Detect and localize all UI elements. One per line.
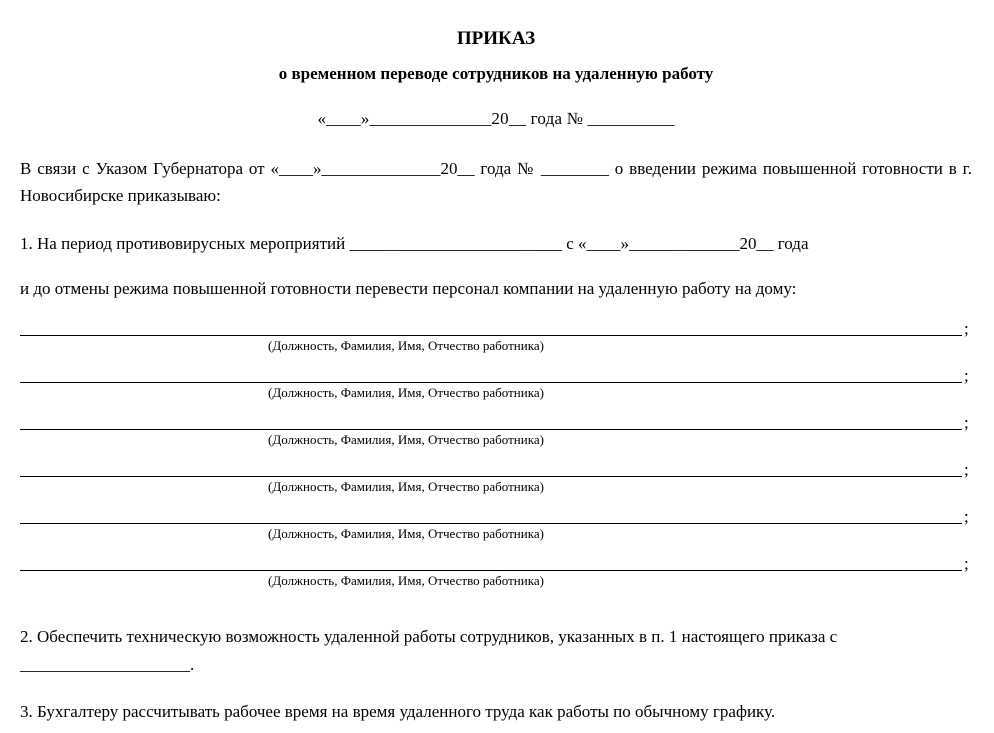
blank-underline bbox=[20, 503, 962, 524]
employee-entry bbox=[20, 316, 972, 353]
employee-fill-line bbox=[20, 410, 972, 430]
employee-fill-line bbox=[20, 504, 972, 524]
document-subtitle: о временном переводе сотрудников на удаленную работу bbox=[278, 64, 714, 83]
employee-entry bbox=[20, 457, 972, 494]
item-3-paragraph: 3. Бухгалтеру рассчитывать рабочее время на время удаленного труда как работы по обычному графику. bbox=[20, 702, 776, 721]
date-number-blank-line: «____»______________20__ года № __________ bbox=[317, 109, 675, 128]
line-terminator: ; bbox=[964, 507, 969, 526]
entry-caption: (Должность, Фамилия, Имя, Отчество работника) bbox=[268, 432, 544, 447]
line-terminator: ; bbox=[964, 319, 969, 338]
blank-underline bbox=[20, 315, 962, 336]
entry-caption: (Должность, Фамилия, Имя, Отчество работника) bbox=[268, 479, 544, 494]
employee-fill-line bbox=[20, 363, 972, 383]
item-2-paragraph: 2. Обеспечить техническую возможность удаленной работы сотрудников, указанных в п. 1 настоящего приказа с ____________________. bbox=[20, 627, 838, 674]
line-terminator: ; bbox=[964, 460, 969, 479]
blank-underline bbox=[20, 362, 962, 383]
employee-entry bbox=[20, 551, 972, 588]
blank-underline bbox=[20, 456, 962, 477]
blank-underline bbox=[20, 409, 962, 430]
entry-caption: (Должность, Фамилия, Имя, Отчество работника) bbox=[268, 573, 544, 588]
employee-entry bbox=[20, 363, 972, 400]
employee-fill-line bbox=[20, 457, 972, 477]
employee-entry bbox=[20, 504, 972, 541]
entry-caption: (Должность, Фамилия, Имя, Отчество работника) bbox=[268, 526, 544, 541]
employee-fill-line bbox=[20, 316, 972, 336]
blank-underline bbox=[20, 550, 962, 571]
entry-caption: (Должность, Фамилия, Имя, Отчество работника) bbox=[268, 338, 544, 353]
employee-entry bbox=[20, 410, 972, 447]
employee-fill-line bbox=[20, 551, 972, 571]
employee-entries bbox=[20, 316, 972, 588]
intro-paragraph: В связи с Указом Губернатора от «____»______________20__ года № ________ о введении режима повышенной готовности в г. Новосибирске приказываю: bbox=[20, 159, 972, 205]
line-terminator: ; bbox=[964, 366, 969, 385]
item-1-line-1: 1. На период противовирусных мероприятий _________________________ с «____»_____________20__ года bbox=[20, 234, 809, 253]
line-terminator: ; bbox=[964, 554, 969, 573]
line-terminator: ; bbox=[964, 413, 969, 432]
document-title: ПРИКАЗ bbox=[456, 28, 536, 49]
entry-caption: (Должность, Фамилия, Имя, Отчество работника) bbox=[268, 385, 544, 400]
item-1-line-2: и до отмены режима повышенной готовности перевести персонал компании на удаленную работу на дому: bbox=[20, 279, 797, 298]
